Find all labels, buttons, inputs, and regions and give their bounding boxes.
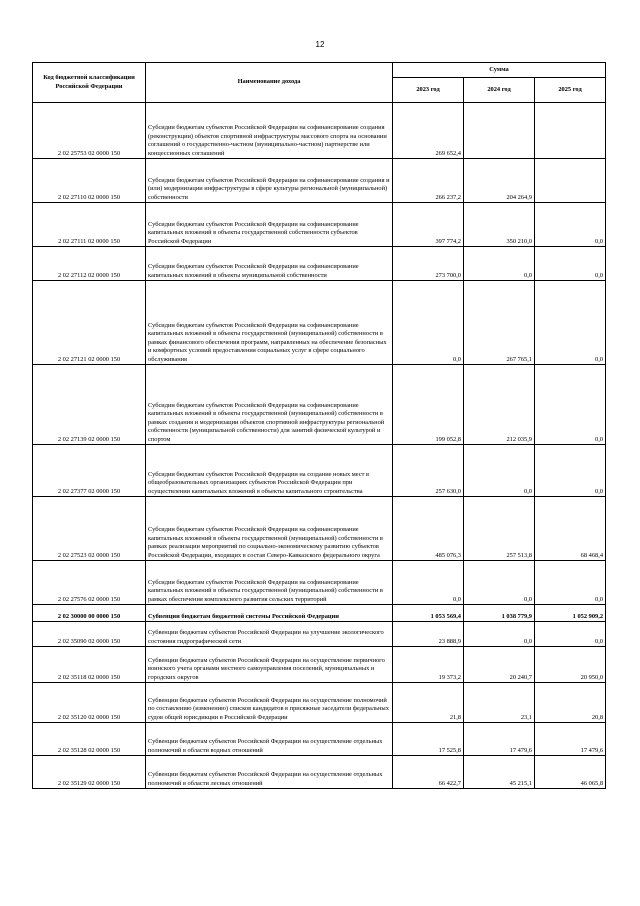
row-amount-2023: 0,0	[393, 561, 464, 605]
row-amount-2025: 17 479,6	[535, 723, 606, 756]
row-amount-2025: 0,0	[535, 281, 606, 365]
row-amount-2025: 20 950,0	[535, 647, 606, 683]
row-name: Субсидии бюджетам субъектов Российской Федерации на софинансирование капитальных вложений в объекты государственной (муниципальной) собственности в рамках финансового обеспечения программ, направленных на обеспечение безопасных и комфортных условий предоставления социальных услуг в сфере социального обслуживания	[146, 281, 393, 365]
row-amount-2023: 0,0	[393, 281, 464, 365]
budget-revenue-table	[32, 62, 606, 789]
header-year-2024: 2024 год	[464, 78, 535, 103]
row-amount-2024: 0,0	[464, 445, 535, 497]
row-name: Субсидии бюджетам субъектов Российской Федерации на софинансирование капитальных вложений в объекты государственной (муниципальной) собственности в рамках обеспечения комплексного развития сельских территорий	[146, 561, 393, 605]
row-code: 2 02 27523 02 0000 150	[33, 497, 146, 561]
row-name: Субсидии бюджетам субъектов Российской Федерации на софинансирование капитальных вложений в объекты государственной собственности субъектов Российской Федерации	[146, 203, 393, 247]
table-row	[33, 247, 606, 281]
table-row	[33, 103, 606, 159]
row-code: 2 02 30000 00 0000 150	[33, 605, 146, 622]
row-name: Субсидии бюджетам субъектов Российской Федерации на создание новых мест в общеобразовательных организациях субъектов Российской Федерации при осуществлении капитальных вложений в объекты капитального строительства	[146, 445, 393, 497]
row-amount-2023: 19 373,2	[393, 647, 464, 683]
table-row	[33, 445, 606, 497]
row-name: Субсидии бюджетам субъектов Российской Федерации на софинансирование создания и (или) модернизации инфраструктуры в сфере культуры региональной (муниципальной) собственности	[146, 159, 393, 203]
table-row	[33, 159, 606, 203]
row-code: 2 02 35129 02 0000 150	[33, 756, 146, 789]
header-sum: Сумма	[393, 63, 606, 78]
row-amount-2024: 267 765,1	[464, 281, 535, 365]
row-amount-2024: 0,0	[464, 561, 535, 605]
row-name: Субвенции бюджетам бюджетной системы Российской Федерации	[146, 605, 393, 622]
row-amount-2023: 1 053 569,4	[393, 605, 464, 622]
row-amount-2025	[535, 159, 606, 203]
row-amount-2025: 68 468,4	[535, 497, 606, 561]
header-name: Наименование дохода	[146, 63, 393, 103]
row-amount-2024: 212 035,9	[464, 365, 535, 445]
row-amount-2025: 1 052 909,2	[535, 605, 606, 622]
row-amount-2024: 23,1	[464, 683, 535, 723]
table-header-row	[33, 63, 606, 78]
page-number: 12	[315, 40, 325, 49]
row-code: 2 02 27112 02 0000 150	[33, 247, 146, 281]
row-name: Субсидии бюджетам субъектов Российской Федерации на софинансирование капитальных вложений в объекты муниципальной собственности	[146, 247, 393, 281]
header-year-2023: 2023 год	[393, 78, 464, 103]
row-amount-2023: 266 237,2	[393, 159, 464, 203]
table-row	[33, 497, 606, 561]
row-name: Субвенции бюджетам субъектов Российской Федерации на осуществление отдельных полномочий в области лесных отношений	[146, 756, 393, 789]
row-amount-2023: 397 774,2	[393, 203, 464, 247]
row-amount-2023: 273 700,0	[393, 247, 464, 281]
row-code: 2 02 35090 02 0000 150	[33, 622, 146, 647]
row-code: 2 02 27121 02 0000 150	[33, 281, 146, 365]
row-amount-2024: 204 264,9	[464, 159, 535, 203]
row-amount-2024: 257 513,8	[464, 497, 535, 561]
row-amount-2024: 20 240,7	[464, 647, 535, 683]
table-row	[33, 281, 606, 365]
table-row	[33, 647, 606, 683]
row-code: 2 02 35118 02 0000 150	[33, 647, 146, 683]
row-code: 2 02 27139 02 0000 150	[33, 365, 146, 445]
row-amount-2024: 1 038 779,9	[464, 605, 535, 622]
row-amount-2023: 23 888,9	[393, 622, 464, 647]
row-code: 2 02 27576 02 0000 150	[33, 561, 146, 605]
row-amount-2025: 20,8	[535, 683, 606, 723]
table-row	[33, 723, 606, 756]
row-amount-2023: 21,8	[393, 683, 464, 723]
table-row	[33, 203, 606, 247]
row-name: Субсидии бюджетам субъектов Российской Федерации на софинансирование капитальных вложений в объекты государственной (муниципальной) собственности в рамках создания и модернизации объектов спортивной инфраструктуры региональной собственности (муниципальной собственности) для занятий физической культурой и спортом	[146, 365, 393, 445]
row-amount-2023: 485 076,3	[393, 497, 464, 561]
row-name: Субвенции бюджетам субъектов Российской Федерации на осуществление отдельных полномочий в области водных отношений	[146, 723, 393, 756]
header-code: Код бюджетной классификации Российской Федерации	[33, 63, 146, 103]
row-amount-2023: 269 652,4	[393, 103, 464, 159]
row-amount-2024	[464, 103, 535, 159]
row-code: 2 02 25753 02 0000 150	[33, 103, 146, 159]
row-amount-2024: 17 479,6	[464, 723, 535, 756]
row-amount-2025: 0,0	[535, 445, 606, 497]
table-row	[33, 561, 606, 605]
table-row	[33, 605, 606, 622]
table-row	[33, 683, 606, 723]
row-amount-2025: 46 065,8	[535, 756, 606, 789]
row-code: 2 02 27111 02 0000 150	[33, 203, 146, 247]
table-row	[33, 622, 606, 647]
table-body	[33, 103, 606, 789]
row-amount-2025	[535, 103, 606, 159]
row-code: 2 02 35120 02 0000 150	[33, 683, 146, 723]
row-amount-2024: 45 215,1	[464, 756, 535, 789]
row-amount-2023: 66 422,7	[393, 756, 464, 789]
row-name: Субвенции бюджетам субъектов Российской Федерации на осуществление полномочий по составлению (изменению) списков кандидатов в присяжные заседатели федеральных судов общей юрисдикции в Российской Федерации	[146, 683, 393, 723]
row-amount-2023: 257 630,0	[393, 445, 464, 497]
table-row	[33, 365, 606, 445]
row-amount-2025: 0,0	[535, 247, 606, 281]
row-name: Субвенции бюджетам субъектов Российской Федерации на улучшение экологического состояния гидрографической сети	[146, 622, 393, 647]
row-name: Субвенции бюджетам субъектов Российской Федерации на осуществление первичного воинского учета органами местного самоуправления поселений, муниципальных и городских округов	[146, 647, 393, 683]
row-amount-2025: 0,0	[535, 622, 606, 647]
row-name: Субсидии бюджетам субъектов Российской Федерации на софинансирование создания (реконструкции) объектов спортивной инфраструктуры массового спорта на основании соглашений о государственно-частном (муниципально-частном) партнерстве или концессионных соглашений	[146, 103, 393, 159]
row-name: Субсидии бюджетам субъектов Российской Федерации на софинансирование капитальных вложений в объекты государственной (муниципальной) собственности в рамках реализации мероприятий по социально-экономическому развитию субъектов Российской Федерации, входящих в состав Северо-Кавказского федерального округа	[146, 497, 393, 561]
row-amount-2024: 0,0	[464, 247, 535, 281]
table-row	[33, 756, 606, 789]
row-code: 2 02 35128 02 0000 150	[33, 723, 146, 756]
row-code: 2 02 27110 02 0000 150	[33, 159, 146, 203]
row-code: 2 02 27377 02 0000 150	[33, 445, 146, 497]
row-amount-2023: 17 525,8	[393, 723, 464, 756]
row-amount-2024: 0,0	[464, 622, 535, 647]
header-year-2025: 2025 год	[535, 78, 606, 103]
row-amount-2023: 199 052,8	[393, 365, 464, 445]
row-amount-2025: 0,0	[535, 561, 606, 605]
row-amount-2024: 350 210,0	[464, 203, 535, 247]
row-amount-2025: 0,0	[535, 203, 606, 247]
row-amount-2025: 0,0	[535, 365, 606, 445]
